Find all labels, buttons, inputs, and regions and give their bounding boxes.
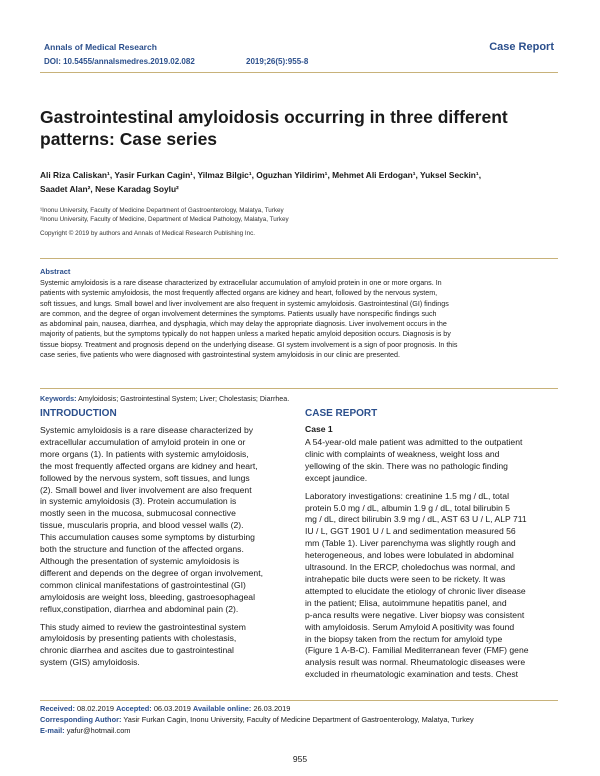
abstract-divider-top [40,258,558,259]
abstract-line: majority of patients, but the symptoms typically do not happen unless a marked hepatic amyloid deposition occurs. Diagnosis is by [40,330,451,339]
paragraph: A 54-year-old male patient was admitted to the outpatient clinic with complaints of weakness, weight loss and yellowing of the skin. There was no pathologic finding except jaundice. [305,437,523,483]
corresponding-author-line [40,715,560,724]
online-date: 26.03.2019 [251,704,291,713]
corresponding-label: Corresponding Author: [40,715,122,724]
introduction-body [40,425,292,675]
email-address[interactable]: yafur@hotmail.com [64,726,131,735]
abstract-line: are common, and the degree of organ involvement determines the symptoms. Patients usually have nonspecific findings such [40,309,437,318]
keywords-list: Amyloidosis; Gastrointestinal System; Liver; Cholestasis; Diarrhea. [76,395,290,403]
case-report-heading: CASE REPORT [305,408,378,419]
received-date: 08.02.2019 [74,704,117,713]
corresponding-author: Yasir Furkan Cagin, Inonu University, Faculty of Medicine Department of Gastroenterology, Malatya, Turkey [121,715,474,724]
affiliation: ²Inonu University, Faculty of Medicine, Department of Medical Pathology, Malatya, Turkey [40,216,289,223]
keywords-label: Keywords: [40,395,77,403]
document-type: Case Report [489,41,554,53]
dates-line [40,704,290,713]
author-line: Saadet Alan², Nese Karadag Soylu² [40,184,179,194]
abstract-line: case series, five patients who were diagnosed with gastrointestinal system amyloidosis in our clinic are presented. [40,351,400,360]
case-report-body [305,437,559,687]
abstract-divider-bottom [40,388,558,389]
paper-title [40,106,550,150]
copyright: Copyright © 2019 by authors and Annals of Medical Research Publishing Inc. [40,230,256,237]
email-line [40,726,130,735]
author-line: Ali Riza Caliskan¹, Yasir Furkan Cagin¹, Yilmaz Bilgic¹, Oguzhan Yildirim¹, Mehmet Ali Erdogan¹, Yuksel Seckin¹, [40,170,482,180]
citation: 2019;26(5):955-8 [246,57,309,66]
title-line: patterns: Case series [40,129,218,149]
abstract-line: tissue biopsy. Treatment and prognosis depend on the underlying disease. GI system involvement is a sign of poor prognosis. In this [40,340,458,349]
paragraph: This study aimed to review the gastrointestinal system amyloidosis by presenting patients with cholestasis, chronic diarrhea and ascites due to gastrointestinal system (GIS) amyloidosis. [40,621,246,668]
abstract-line: patients with systemic amyloidosis, the most frequently affected organs are kidney and heart, followed by the nervous system, [40,289,438,298]
author-list [40,168,560,196]
header-divider [40,72,558,73]
paragraph: Systemic amyloidosis is a rare disease characterized by extracellular accumulation of amyloid protein in one or more organs (1). In patients with systemic amyloidosis, the most frequently affected organs are kidney and heart, followed by the nervous system, soft tissues, and lungs (2). Small bowel and liver involvement are also frequent in systemic amyloidosis (3). Protein accumulation is mostly seen in the mucosa, submucosal connective tissue, muscularis propria, and blood vessel walls (2). This accumulation causes some symptoms by disturbing both the structure and function of the affected organs. Although the presentation of systemic amyloidosis is different and depends on the degree of organ involvement, common clinical manifestations of gastrointestinal (GI) amyloidosis are weight loss, bleeding, gastroesophageal reflux,constipation, diarrhea and abdominal pain (2). [40,425,263,614]
paragraph: Laboratory investigations: creatinine 1.5 mg / dL, total protein 5.0 mg / dL, albumin 1.9 g / dL, total bilirubin 5 mg / dL, direct bilirubin 3.9 mg / dL, AST 63 U / L, ALP 711 IU / L, GGT 1901 U / L and sedimentation measured 56 mm (Table 1). Liver parenchyma was slightly rough and heterogeneous, and lobes were lobulated in abdominal ultrasound. In the ERCP, choledochus was normal, and intrahepatic bile ducts were seen to be rickety. It was attempted to elucidate the etiology of chronic liver disease in the patient; Elisa, autoimmune hepatitis panel, and p-anca results were negative. Liver biopsy was consistent with amyloidosis. Serum Amyloid A positivity was found in the biopsy taken from the rectum for amyloid type (Figure 1 A-B-C). Familial Mediterranean fever (FMF) gene analysis result was normal. Rheumatologic diseases were excluded in rheumatologic examination and tests. Chest [305,490,529,680]
journal-name: Annals of Medical Research [44,42,157,52]
footer-divider [40,700,558,701]
abstract-heading: Abstract [40,267,71,276]
affiliation: ¹Inonu University, Faculty of Medicine Department of Gastroenterology, Malatya, Turkey [40,207,284,214]
page-number: 955 [292,754,308,764]
keywords [40,395,558,403]
email-label: E-mail: [40,726,65,735]
online-label: Available online: [192,704,252,713]
accepted-label: Accepted: [116,704,152,713]
doi-link[interactable]: DOI: 10.5455/annalsmedres.2019.02.082 [44,57,195,66]
title-line: Gastrointestinal amyloidosis occurring in three different [40,107,508,127]
received-label: Received: [40,704,75,713]
accepted-date: 06.03.2019 [151,704,193,713]
introduction-heading: INTRODUCTION [40,408,117,419]
abstract-line: Systemic amyloidosis is a rare disease characterized by extracellular accumulation of amyloid protein in one or more organs. In [40,279,442,287]
abstract-body [40,278,558,360]
abstract-line: soft tissues, and lungs. Small bowel and liver involvement are also frequent in systemic amyloidosis. Gastrointestinal (GI) findings [40,299,449,308]
case-1-label: Case 1 [305,424,333,434]
abstract-line: as abdominal pain, nausea, diarrhea, and dysphagia, which may delay the appropriate diagnosis. Liver involvement occurs in the [40,320,447,329]
